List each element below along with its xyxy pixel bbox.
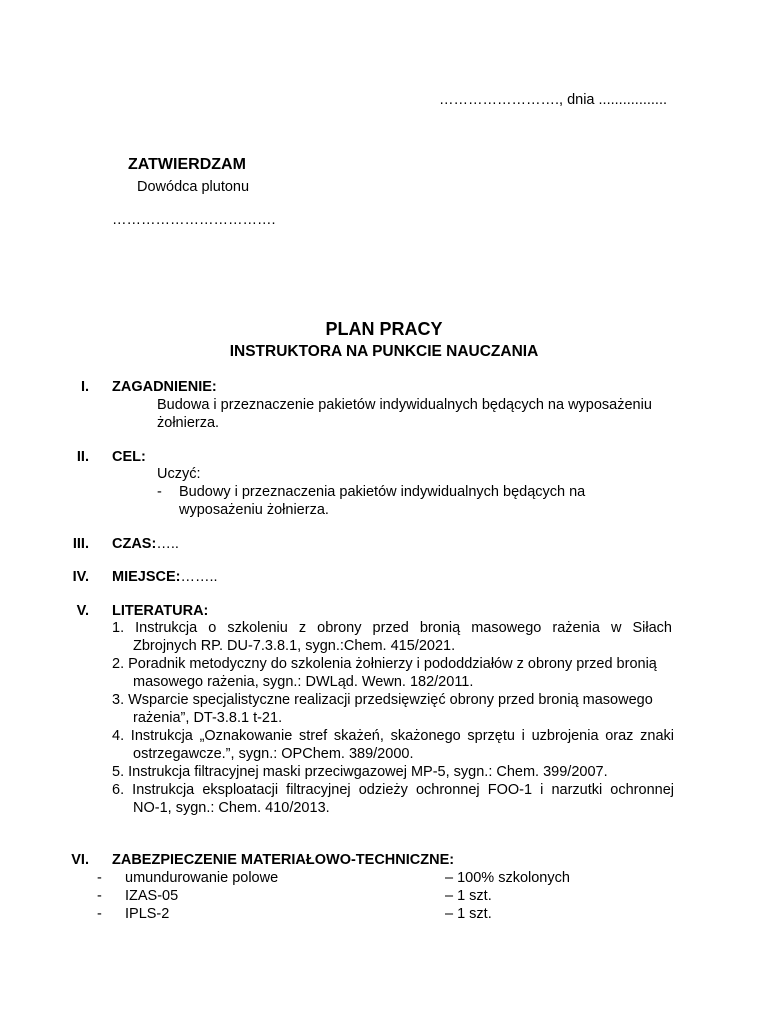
equipment-item: IZAS-05 bbox=[125, 888, 179, 904]
reference-line: masowego rażenia, sygn.: DWLąd. Wewn. 182/2011. bbox=[133, 674, 474, 690]
document-subtitle: INSTRUKTORA NA PUNKCIE NAUCZANIA bbox=[229, 343, 539, 360]
section-number: III. bbox=[72, 536, 89, 552]
equipment-quantity: – 1 szt. bbox=[445, 906, 492, 922]
equipment-quantity: – 100% szkolonych bbox=[445, 870, 570, 886]
section-text-line: Budowa i przeznaczenie pakietów indywidualnych będących na wyposażeniu bbox=[157, 397, 652, 413]
bullet-dash: - bbox=[97, 906, 102, 922]
section-heading: CZAS: bbox=[112, 536, 157, 552]
reference-line: 6. Instrukcja eksploatacji filtracyjnej odzieży ochronnej FOO-1 i narzutki ochronnej bbox=[112, 782, 674, 798]
equipment-quantity: – 1 szt. bbox=[445, 888, 492, 904]
section-value: …….. bbox=[180, 569, 218, 585]
section-number: V. bbox=[76, 603, 89, 619]
section-number: I. bbox=[80, 379, 89, 395]
section-text-line: Budowy i przeznaczenia pakietów indywidualnych będących na bbox=[179, 484, 586, 500]
section-heading-line bbox=[112, 536, 179, 552]
section-text-line: wyposażeniu żołnierza. bbox=[179, 502, 329, 518]
section-heading: ZABEZPIECZENIE MATERIAŁOWO-TECHNICZNE: bbox=[112, 852, 455, 868]
section-heading: ZAGADNIENIE: bbox=[112, 379, 217, 395]
bullet-dash: - bbox=[97, 888, 102, 904]
section-heading: LITERATURA: bbox=[112, 603, 209, 619]
bullet-dash: - bbox=[157, 484, 162, 500]
section-heading: MIEJSCE: bbox=[112, 569, 181, 585]
approval-role: Dowódca plutonu bbox=[137, 179, 250, 195]
reference-line: 2. Poradnik metodyczny do szkolenia żołnierzy i pododdziałów z obrony przed bronią bbox=[112, 656, 657, 672]
section-intro: Uczyć: bbox=[157, 466, 201, 482]
section-heading-line bbox=[112, 569, 218, 585]
place-date-line: ……………………., dnia ................. bbox=[439, 92, 668, 108]
document-title: PLAN PRACY bbox=[325, 319, 443, 339]
section-heading: CEL: bbox=[112, 449, 146, 465]
signature-line: ……………………………. bbox=[112, 212, 276, 228]
section-value: ….. bbox=[156, 536, 179, 552]
reference-line: Zbrojnych RP. DU-7.3.8.1, sygn.:Chem. 415/2021. bbox=[133, 638, 456, 654]
reference-line: 1. Instrukcja o szkoleniu z obrony przed bronią masowego rażenia w Siłach bbox=[112, 620, 672, 636]
section-number: VI. bbox=[71, 852, 89, 868]
equipment-item: umundurowanie polowe bbox=[125, 870, 279, 886]
section-number: II. bbox=[76, 449, 89, 465]
section-text-line: żołnierza. bbox=[157, 415, 220, 431]
reference-line: 3. Wsparcie specjalistyczne realizacji przedsięwzięć obrony przed bronią masowego bbox=[112, 692, 653, 708]
approval-title: ZATWIERDZAM bbox=[128, 156, 246, 173]
bullet-dash: - bbox=[97, 870, 102, 886]
reference-line: NO-1, sygn.: Chem. 410/2013. bbox=[133, 800, 330, 816]
reference-line: ostrzegawcze.”, sygn.: OPChem. 389/2000. bbox=[133, 746, 414, 762]
section-number: IV. bbox=[72, 569, 89, 585]
reference-line: 4. Instrukcja „Oznakowanie stref skażeń, skażonego sprzętu i uzbrojenia oraz znaki bbox=[112, 728, 674, 744]
reference-line: 5. Instrukcja filtracyjnej maski przeciwgazowej MP-5, sygn.: Chem. 399/2007. bbox=[112, 764, 608, 780]
reference-line: rażenia”, DT-3.8.1 t-21. bbox=[133, 710, 283, 726]
equipment-item: IPLS-2 bbox=[125, 906, 170, 922]
